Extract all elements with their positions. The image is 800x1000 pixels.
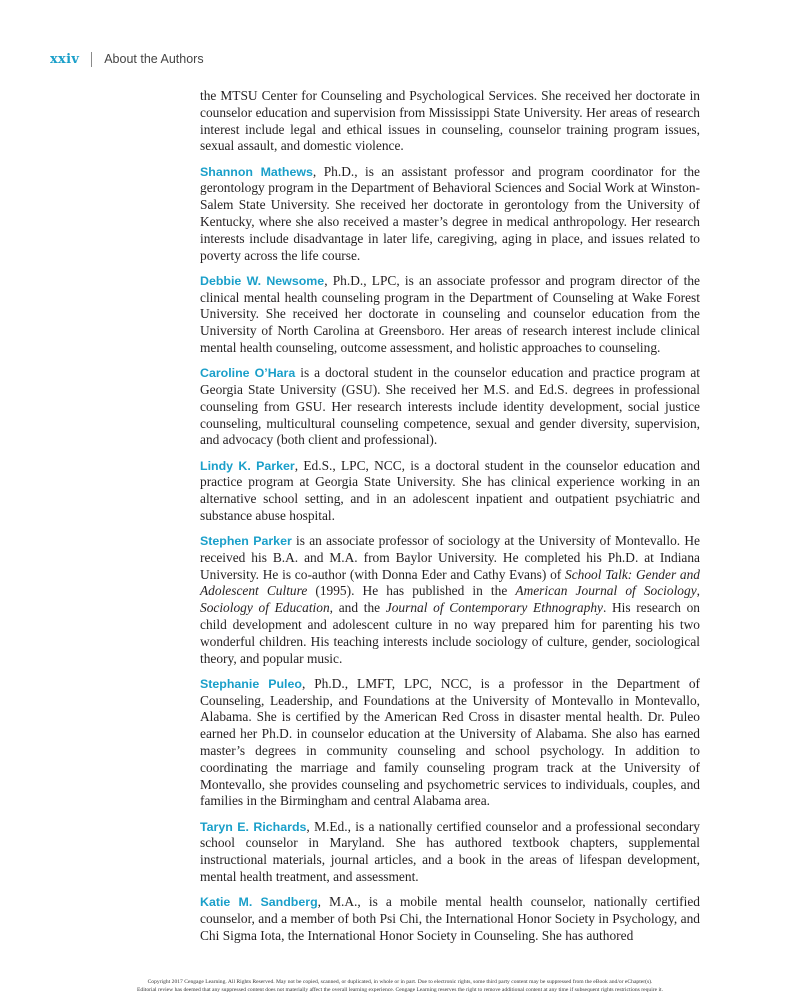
bio-text: is a doctoral student in the counselor education and practice program at Georgia State University (GSU). She received her M.S. and Ed.S. degrees in professional counseling from GSU. Her research interests include identity development, social justice counseling, multicultural counseling competence, sexual and gender diversity, supervision, and advocacy (both client and professional). [200,365,700,448]
bio-text: the MTSU Center for Counseling and Psychological Services. She received her doctorate in counselor education and supervision from Mississippi State University. Her areas of research interest include legal and ethical issues in counseling, counselor training program issues, sexual assault, and domestic violence. [200,88,700,154]
author-name: Caroline O’Hara [200,366,296,381]
author-name: Debbie W. Newsome [200,273,325,288]
bio-paragraph-continued [200,88,700,155]
bio-text: is an associate professor of sociology at the University of Montevallo. He received his B.A. and M.A. from Baylor University. He completed his Ph.D. at Indiana University. He is co-author (with Donna Eder and Cathy Evans) of [200,533,700,582]
author-name: Lindy K. Parker [200,458,295,473]
bio-text: , [696,583,701,599]
header-divider [91,52,92,67]
bio-lindy-parker [200,458,700,525]
bio-text: , Ed.S., LPC, NCC, is a doctoral student in the counselor education and practice program at Georgia State University. She has clinical experience working in an alternative school setting, and in an adolescent inpatient and outpatient psychiatric and substance abuse hospital. [200,457,700,523]
bio-text: (1995). He has published in the [307,583,516,599]
bio-text: . His research on child development and adolescent culture in no way prepared him for parenting his two wonderful children. His teaching interests include sociology of culture, gender, sociological theory, and popular music. [200,600,700,666]
page-number: xxiv [50,51,80,67]
bio-text: , Ph.D., LMFT, LPC, NCC, is a professor in the Department of Counseling, Leadership, and Foundations at the University of Montevallo in Montevallo, Alabama. She is certified by the American Red Cross in disaster mental health. Dr. Puleo earned her Ph.D. in counselor education at the University of Alabama. She also has earned master’s degrees in community counseling and school psychology. In addition to coordinating the marriage and family counseling program track at the University of Montevallo, she provides counseling and psychometric services to individuals, couples, and families in the Birmingham and central Alabama area. [200,675,700,809]
bio-text: , M.Ed., is a nationally certified counselor and a professional secondary school counselor in Maryland. She has authored textbook chapters, supplemental instructional materials, journal articles, and a book in the areas of lifespan development, mental health treatment, and assessment. [200,818,700,884]
author-name: Taryn E. Richards [200,819,307,834]
book-title: School Talk: Gender and Adolescent Culture [200,566,700,599]
bio-text: , Ph.D., LPC, is an associate professor and program director of the clinical mental health counseling program in the Department of Counseling at Wake Forest University. She received her doctorate in counseling and counselor education from the University of North Carolina at Greensboro. Her areas of research interest include clinical mental health counseling, outcome assessment, and holistic approaches to counseling. [200,272,700,355]
copyright-line: Copyright 2017 Cengage Learning. All Rights Reserved. May not be copied, scanned, or duplicated, in whole or in part. Due to electronic rights, some third party content may be suppressed from the eBook and/or eChapter(s). [147,979,653,985]
bio-text: , and the [329,600,386,616]
bio-text: , M.A., is a mobile mental health counselor, nationally certified counselor, and a member of both Psi Chi, the International Honor Society in Psychology, and Chi Sigma Iota, the International Honor Society in Counseling. She has authored [200,894,701,943]
author-name: Shannon Mathews [200,164,313,179]
copyright-footer [40,978,760,994]
journal-title: American Journal of Sociology [515,583,697,599]
bio-taryn-richards [200,819,700,886]
bio-shannon-mathews [200,164,700,265]
journal-title: Sociology of Education [200,600,330,616]
author-name: Katie M. Sandberg [200,895,318,910]
running-head [50,50,204,68]
bio-stephen-parker [200,533,700,667]
journal-title: Journal of Contemporary Ethnography [385,600,603,616]
author-bios [200,88,700,953]
bio-caroline-ohara [200,365,700,449]
author-name: Stephen Parker [200,534,292,549]
copyright-line: Editorial review has deemed that any suppressed content does not materially affect the overall learning experience. Cengage Learning reserves the right to remove additional content at any time if subsequent rights restrictions require it. [137,987,663,993]
bio-debbie-newsome [200,273,700,357]
bio-katie-sandberg [200,894,700,944]
bio-text: , Ph.D., is an assistant professor and program coordinator for the gerontology program in the Department of Behavioral Sciences and Social Work at Winston-Salem State University. She received her doctorate in gerontology from the University of Kentucky, where she also received a master’s degree in medical anthropology. Her research interests include disadvantage in later life, caregiving, aging in place, and issues related to poverty across the life course. [200,163,700,263]
section-title: About the Authors [104,52,204,66]
bio-stephanie-puleo [200,676,700,810]
author-name: Stephanie Puleo [200,676,302,691]
